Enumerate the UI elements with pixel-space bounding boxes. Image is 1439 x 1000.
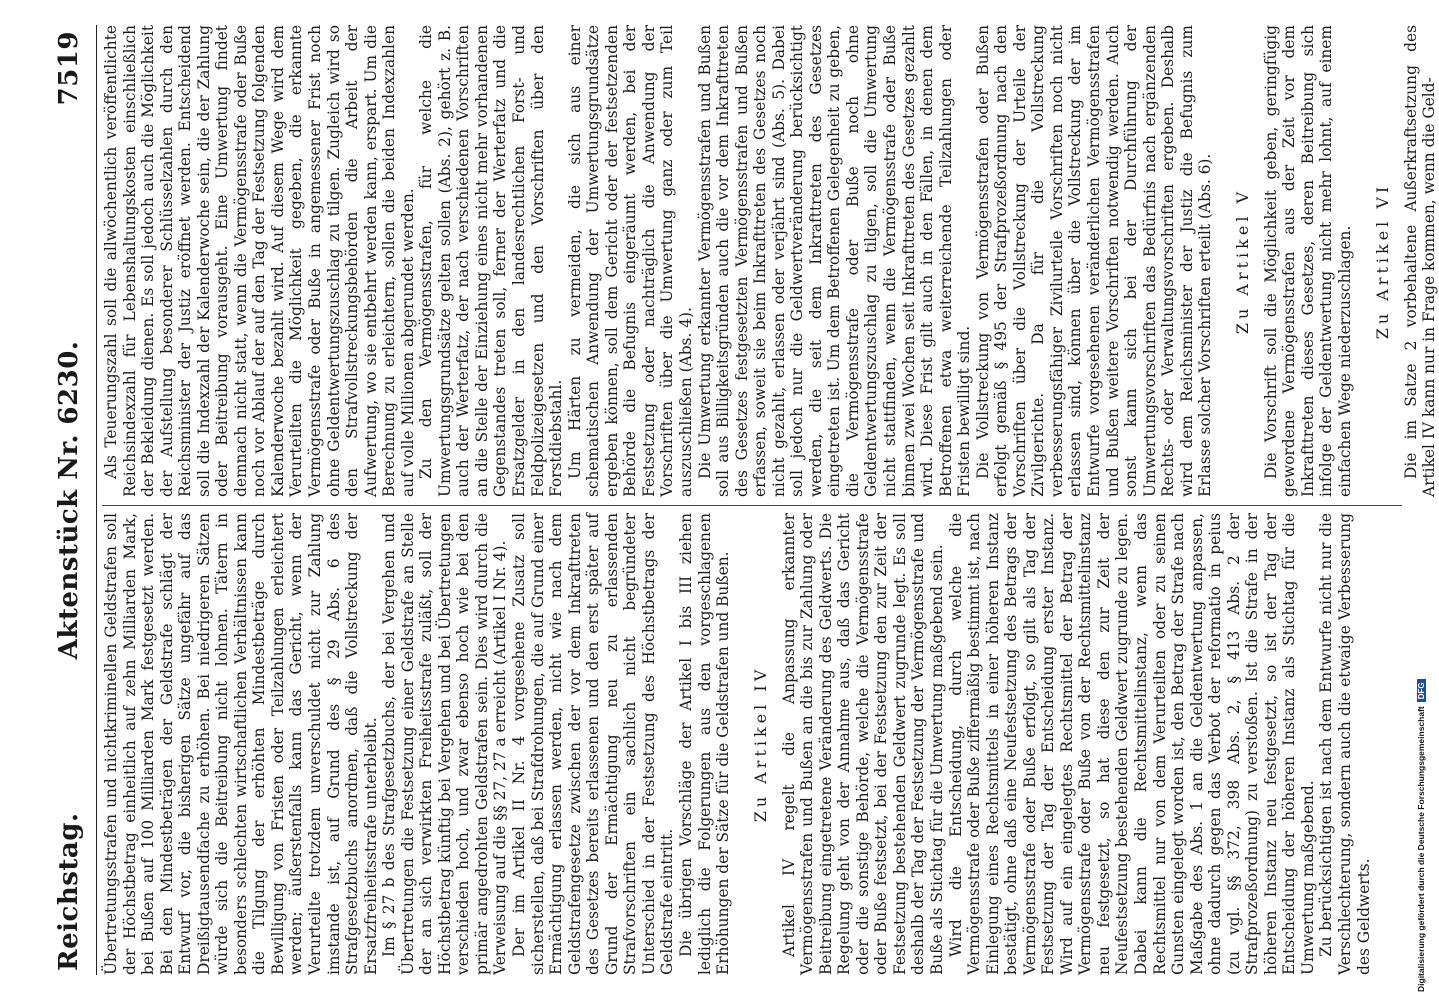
left-paragraph-3: Der im Artikel II Nr. 4 vorgesehene Zusatz soll sicherstellen, daß bei Strafdrohungen, die auf Grund einer Ermächtigung erlassen werden, nicht wie nach dem Geldstrafengesetze zwischen der vor dem Inkrafttreten des Gesetzes bereits erlassenen und den erst später auf Grund der Ermächtigung neu zu erlassenden Strafvorschriften ein sachlich nicht begründeter Unterschied in der Festsetzung des Höchstbetrags der Geldstrafe eintritt.: [510, 513, 677, 975]
left-paragraph-4: Die übrigen Vorschläge der Artikel I bis III ziehen lediglich die Folgerungen aus den vorgeschlagenen Erhöhungen der Sätze für die Geldstrafen und Bußen.: [676, 513, 733, 975]
left-column: [102, 513, 1402, 975]
left-paragraph-5: Artikel IV regelt die Anpassung erkannter Vermögensstrafen und Bußen an die bis zur Zahlung oder Beitreibung eingetretene Veränderung des Geldwerts. Die Regelung geht von der Annahme aus, daß das Gericht oder die sonstige Behörde, welche die Vermögensstrafe oder Buße festsetzt, bei der Festsetzung den zur Zeit der Festsetzung bestehenden Geldwert zugrunde legt. Es soll deshalb der Tag der Festsetzung der Vermögensstrafe und Buße als Stichtag für die Umwertung maßgebend sein.: [779, 513, 946, 975]
left-paragraph-7: Zu berücksichtigen ist nach dem Entwurfe nicht nur die Verschlechterung, sondern auch die etwaige Verbesserung des Geldwerts.: [1317, 513, 1373, 975]
digitization-note: Digitalisierung gefördert durch die Deutsche Forschungsgemeinschaft: [1416, 706, 1426, 992]
digitization-credit: [1416, 0, 1430, 992]
heading-artikel-v: Zu Artikel V: [1232, 187, 1252, 335]
right-paragraph-1: Als Teuerungszahl soll die allwöchentlich veröffentlichte Reichsindexzahl für Lebenshaltungskosten einschließlich der Bekleidung dienen. Es soll jedoch auch die Möglichkeit der Aufstellung besonderer Schlüsselzahlen durch den Reichsminister der Justiz eröffnet werden. Entscheidend soll die Indexzahl der Kalenderwoche sein, die der Zahlung oder Beitreibung vorausgeht. Eine Umwertung findet demnach nicht statt, wenn die Vermögensstrafe oder Buße noch vor Ablauf der auf den Tag der Festsetzung folgenden Kalenderwoche bezahlt wird. Auf diesem Wege wird dem Verurteilten die Möglichkeit gegeben, die erkannte Vermögensstrafe oder Buße in angemessener Frist noch ohne Geldentwertungszuschlag zu tilgen. Zugleich wird so den Strafvollstreckungsbehörden die Arbeit der Aufwertung, wo sie entbehrt werden kann, erspart. Um die Berechnung zu erleichtern, sollen die beiden Indexzahlen auf volle Millionen abgerundet werden.: [102, 25, 417, 497]
heading-artikel-iv: Zu Artikel IV: [750, 665, 770, 823]
left-paragraph-2: Im § 27 b des Strafgesetzbuchs, der bei Vergehen und Übertretungen die Festsetzung einer Geldstrafe an Stelle der an sich verwirkten Freiheitsstrafe zuläßt, soll der Höchstbetrag künftig bei Vergehen und bei Übertretungen verschieden hoch, und zwar ebenso hoch wie bei den primär angedrohten Geldstrafen sein. Dies wird durch die Verweisung auf die §§ 27, 27 a erreicht (Artikel I Nr. 4).: [380, 513, 510, 975]
header-page-number: 7519: [54, 31, 84, 106]
right-paragraph-4: Die Umwertung erkannter Vermögensstrafen und Bußen soll aus Billigkeitsgründen auch die vor dem Inkrafttreten des Gesetzes festgesetzten Vermögensstrafen und Bußen erfassen, soweit sie beim Inkrafttreten des Gesetzes noch nicht gezahlt, erlassen oder verjährt sind (Abs. 5). Dabei soll jedoch nur die Geldwertveränderung berücksichtigt werden, die seit dem Inkrafttreten des Gesetzes eingetreten ist. Um dem Betroffenen Gelegenheit zu geben, die Vermögensstrafe oder Buße noch ohne Geldentwertungszuschlag zu tilgen, soll die Umwertung nicht stattfinden, wenn die Vermögensstrafe oder Buße binnen zwei Wochen seit Inkrafttreten des Gesetzes gezahlt wird. Diese Frist gilt auch in den Fällen, in denen dem Betroffenen etwa weiterreichende Teilzahlungen oder Fristen bewilligt sind.: [695, 25, 974, 497]
left-paragraph-6: Wird die Entscheidung, durch welche die Vermögensstrafe oder Buße ziffermäßig bestimmt ist, nach Einlegung eines Rechtsmittels in einer höheren Instanz bestätigt, ohne daß eine Neufestsetzung des Betrags der Vermögensstrafe oder Buße erfolgt, so gilt als Tag der Festsetzung der Tag der Entscheidung erster Instanz. Wird auf ein eingelegtes Rechtsmittel der Betrag der Vermögensstrafe oder Buße von der Rechtsmittelinstanz neu festgesetzt, so hat diese den zur Zeit der Neufestsetzung bestehenden Geldwert zugrunde zu legen. Dabei kann die Rechtsmittelinstanz, wenn das Rechtsmittel nur von dem Verurteilten oder zu seinen Gunsten eingelegt worden ist, den Betrag der Strafe nach Maßgabe des Abs. 1 an die Geldentwertung anpassen, ohne dadurch gegen das Verbot der reformatio in peius (zu vgl. §§ 372, 398 Abs. 2, § 413 Abs. 2 der Strafprozeßordnung) zu verstoßen. Ist die Strafe in der höheren Instanz neu festgesetzt, so ist der Tag der Entscheidung der höheren Instanz als Stichtag für die Umwertung maßgebend.: [946, 513, 1317, 975]
column-divider: [102, 505, 1402, 506]
page-header: [50, 25, 97, 975]
header-document-number: Aktenstück Nr. 6230.: [54, 340, 84, 660]
right-paragraph-2: Zu den Vermögensstrafen, für welche die Umwertungsgrundsätze gelten sollen (Abs. 2), gehört z. B. auch der Werterfatz, der nach verschiedenen Vorschriften an die Stelle der Einziehung eines nicht mehr vorhandenen Gegenstandes treten soll, ferner der Werterfatz und die Ersatzgelder in den landesrechtlichen Forst- und Feldpolizeigesetzen und den Vorschriften über den Forstdiebstahl.: [417, 25, 566, 497]
heading-artikel-vi: Zu Artikel VI: [1372, 182, 1392, 340]
right-paragraph-7: Die im Satze 2 vorbehaltene Außerkraftsetzung des Artikel IV kann nur in Frage kommen, wenn die Geld-: [1401, 25, 1439, 497]
left-paragraph-1: Übertretungsstrafen und nichtkriminellen Geldstrafen soll der Höchstbetrag einheitlich auf zehn Milliarden Mark, bei Bußen auf 100 Milliarden Mark festgesetzt werden. Bei den Mindestbeträgen der Geldstrafe schlägt der Entwurf vor, die bisherigen Sätze ungefähr auf das Dreißigtausendfache zu erhöhen. Bei niedrigeren Sätzen würde sich die Beitreibung nicht lohnen. Tätern in besonders schlechten wirtschaftlichen Verhältnissen kann die Tilgung der erhöhten Mindestbeträge durch Bewilligung von Fristen oder Teilzahlungen erleichtert werden; äußerstenfalls kann das Gericht, wenn der Verurteilte trotzdem unverschuldet nicht zur Zahlung imstande ist, auf Grund des § 29 Abs. 6 des Strafgesetzbuchs anordnen, daß die Vollstreckung der Ersatzfreiheitsstrafe unterbleibt.: [102, 513, 380, 975]
header-reichstag: Reichstag.: [54, 812, 84, 971]
right-paragraph-6: Die Vorschrift soll die Möglichkeit geben, geringfügig gewordene Vermögensstrafen aus der Zeit vor dem Inkrafttreten dieses Gesetzes, deren Beitreibung sich infolge der Geldentwertung nicht mehr lohnt, auf einem einfachen Wege niederzuschlagen.: [1261, 25, 1354, 497]
right-paragraph-3: Um Härten zu vermeiden, die sich aus einer schematischen Anwendung der Umwertungsgrundsätze ergeben können, soll dem Gericht oder der festsetzenden Behörde die Befugnis eingeräumt werden, bei der Festsetzung oder nachträglich die Anwendung der Vorschriften über die Umwertung ganz oder zum Teil auszuschließen (Abs. 4).: [565, 25, 695, 497]
right-paragraph-5: Die Vollstreckung von Vermögensstrafen oder Bußen erfolgt gemäß § 495 der Strafprozeßordnung nach den Vorschriften über die Vollstreckung der Urteile der Zivilgerichte. Da für die Vollstreckung verbesserungsfähiger Zivilurteile Vorschriften noch nicht erlassen sind, können über die Vollstreckung der im Entwurfe vorgesehenen veränderlichen Vermögensstrafen und Bußen weitere Vorschriften notwendig werden. Auch sonst kann sich bei der Durchführung der Umwertungsvorschriften das Bedürfnis nach ergänzenden Rechts- oder Verwaltungsvorschriften ergeben. Deshalb wird dem Reichsminister der Justiz die Befugnis zum Erlasse solcher Vorschriften erteilt (Abs. 6).: [973, 25, 1215, 497]
dfg-logo: DFG: [1417, 679, 1426, 702]
right-column: [102, 25, 1439, 497]
